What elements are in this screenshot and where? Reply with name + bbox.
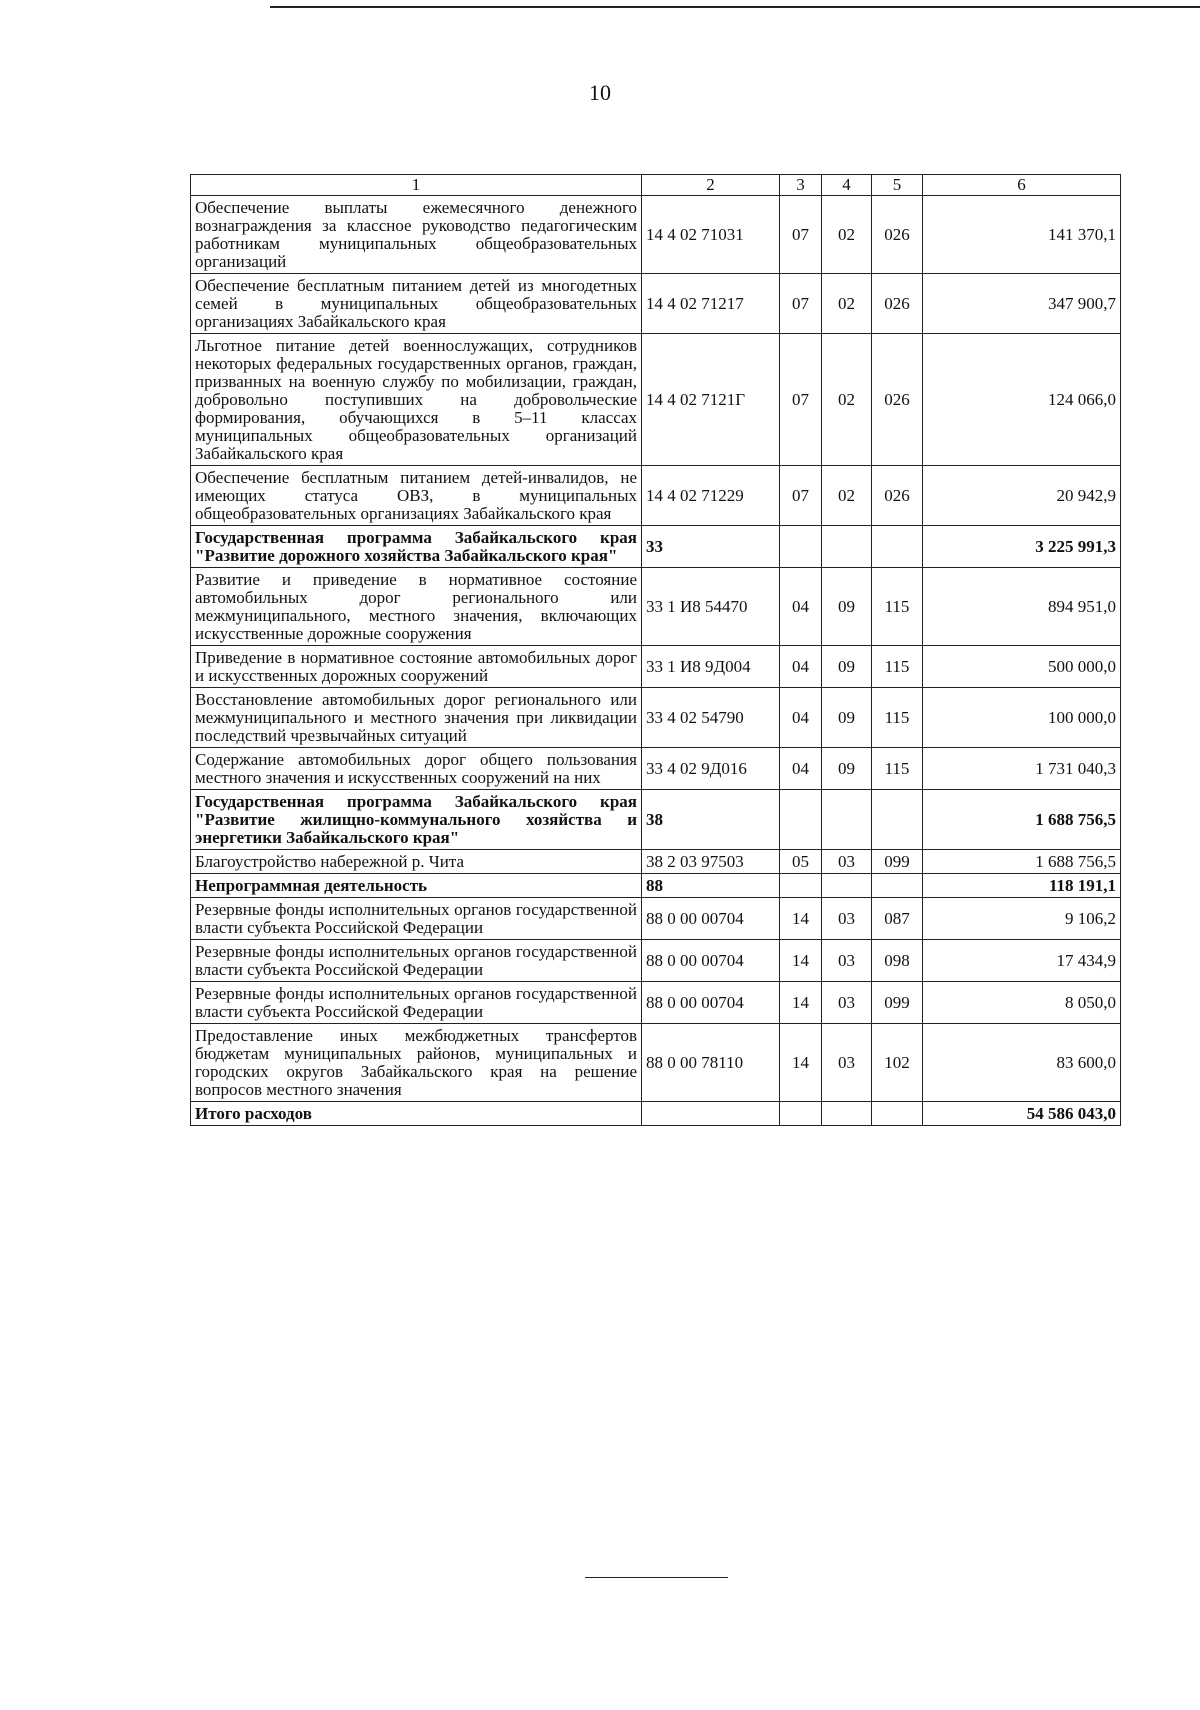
row-expense-type-cell: 099 xyxy=(872,850,923,874)
table-row xyxy=(191,790,1121,850)
row-name-cell: Непрограммная деятельность xyxy=(191,874,642,898)
row-amount-cell: 20 942,9 xyxy=(923,466,1121,526)
row-subsection-cell xyxy=(822,874,872,898)
row-code-cell: 88 0 00 00704 xyxy=(642,982,780,1024)
row-name-cell: Восстановление автомобильных дорог регионального или межмуниципального и местного значения при ликвидации последствий чрезвычайных ситуаций xyxy=(191,688,642,748)
header-cell: 4 xyxy=(822,175,872,196)
row-code-cell: 33 1 И8 54470 xyxy=(642,568,780,646)
row-subsection-cell: 09 xyxy=(822,568,872,646)
row-name-cell: Обеспечение бесплатным питанием детей из многодетных семей в муниципальных общеобразовательных организациях Забайкальского края xyxy=(191,274,642,334)
top-rule xyxy=(270,6,1200,8)
row-expense-type-cell: 115 xyxy=(872,688,923,748)
row-subsection-cell: 02 xyxy=(822,196,872,274)
row-code-cell: 88 xyxy=(642,874,780,898)
row-section-cell xyxy=(780,790,822,850)
row-name-cell: Итого расходов xyxy=(191,1102,642,1126)
row-section-cell: 14 xyxy=(780,898,822,940)
row-code-cell xyxy=(642,1102,780,1126)
table-row xyxy=(191,466,1121,526)
table-row xyxy=(191,688,1121,748)
table-row xyxy=(191,334,1121,466)
row-expense-type-cell xyxy=(872,526,923,568)
row-name-cell: Предоставление иных межбюджетных трансфертов бюджетам муниципальных районов, муниципальных и городских округов Забайкальского края на решение вопросов местного значения xyxy=(191,1024,642,1102)
row-amount-cell: 9 106,2 xyxy=(923,898,1121,940)
row-code-cell: 88 0 00 00704 xyxy=(642,898,780,940)
row-amount-cell: 83 600,0 xyxy=(923,1024,1121,1102)
row-subsection-cell: 09 xyxy=(822,748,872,790)
row-subsection-cell: 03 xyxy=(822,940,872,982)
row-amount-cell: 1 688 756,5 xyxy=(923,850,1121,874)
row-subsection-cell: 03 xyxy=(822,982,872,1024)
row-expense-type-cell: 115 xyxy=(872,646,923,688)
row-name-cell: Развитие и приведение в нормативное состояние автомобильных дорог регионального или межмуниципального, местного значения, включающих искусственные дорожные сооружения xyxy=(191,568,642,646)
row-amount-cell: 1 731 040,3 xyxy=(923,748,1121,790)
row-section-cell: 14 xyxy=(780,940,822,982)
row-expense-type-cell xyxy=(872,874,923,898)
row-amount-cell: 118 191,1 xyxy=(923,874,1121,898)
table-row xyxy=(191,850,1121,874)
table-row xyxy=(191,898,1121,940)
row-code-cell: 14 4 02 7121Г xyxy=(642,334,780,466)
row-name-cell: Государственная программа Забайкальского края "Развитие жилищно-коммунального хозяйства и энергетики Забайкальского края" xyxy=(191,790,642,850)
table-row xyxy=(191,940,1121,982)
row-code-cell: 38 2 03 97503 xyxy=(642,850,780,874)
row-subsection-cell: 03 xyxy=(822,850,872,874)
row-section-cell xyxy=(780,874,822,898)
row-amount-cell: 17 434,9 xyxy=(923,940,1121,982)
row-expense-type-cell: 098 xyxy=(872,940,923,982)
row-name-cell: Приведение в нормативное состояние автомобильных дорог и искусственных дорожных сооружений xyxy=(191,646,642,688)
table-row xyxy=(191,274,1121,334)
row-code-cell: 14 4 02 71229 xyxy=(642,466,780,526)
row-expense-type-cell: 115 xyxy=(872,748,923,790)
row-subsection-cell: 03 xyxy=(822,898,872,940)
row-amount-cell: 100 000,0 xyxy=(923,688,1121,748)
row-name-cell: Государственная программа Забайкальского края "Развитие дорожного хозяйства Забайкальского края" xyxy=(191,526,642,568)
row-code-cell: 14 4 02 71031 xyxy=(642,196,780,274)
header-cell: 2 xyxy=(642,175,780,196)
row-section-cell xyxy=(780,526,822,568)
row-amount-cell: 347 900,7 xyxy=(923,274,1121,334)
table-row xyxy=(191,1024,1121,1102)
row-code-cell: 33 1 И8 9Д004 xyxy=(642,646,780,688)
row-section-cell: 14 xyxy=(780,1024,822,1102)
row-section-cell: 14 xyxy=(780,982,822,1024)
row-expense-type-cell: 026 xyxy=(872,274,923,334)
row-section-cell: 04 xyxy=(780,748,822,790)
row-name-cell: Благоустройство набережной р. Чита xyxy=(191,850,642,874)
row-expense-type-cell: 026 xyxy=(872,196,923,274)
row-name-cell: Резервные фонды исполнительных органов государственной власти субъекта Российской Федерации xyxy=(191,982,642,1024)
row-amount-cell: 141 370,1 xyxy=(923,196,1121,274)
row-amount-cell: 500 000,0 xyxy=(923,646,1121,688)
row-amount-cell: 54 586 043,0 xyxy=(923,1102,1121,1126)
row-expense-type-cell: 099 xyxy=(872,982,923,1024)
row-amount-cell: 3 225 991,3 xyxy=(923,526,1121,568)
row-section-cell: 07 xyxy=(780,196,822,274)
row-code-cell: 88 0 00 00704 xyxy=(642,940,780,982)
row-expense-type-cell xyxy=(872,1102,923,1126)
table-row xyxy=(191,982,1121,1024)
row-section-cell: 04 xyxy=(780,568,822,646)
row-section-cell: 07 xyxy=(780,334,822,466)
row-expense-type-cell: 102 xyxy=(872,1024,923,1102)
row-code-cell: 14 4 02 71217 xyxy=(642,274,780,334)
page-number: 10 xyxy=(589,80,611,105)
row-code-cell: 88 0 00 78110 xyxy=(642,1024,780,1102)
header-row xyxy=(191,175,1121,196)
expenditure-table xyxy=(190,174,1121,1126)
table-row xyxy=(191,568,1121,646)
row-name-cell: Резервные фонды исполнительных органов государственной власти субъекта Российской Федерации xyxy=(191,898,642,940)
row-amount-cell: 124 066,0 xyxy=(923,334,1121,466)
row-subsection-cell: 02 xyxy=(822,466,872,526)
row-section-cell: 07 xyxy=(780,466,822,526)
row-subsection-cell: 09 xyxy=(822,646,872,688)
row-subsection-cell: 02 xyxy=(822,334,872,466)
table-row xyxy=(191,526,1121,568)
row-amount-cell: 1 688 756,5 xyxy=(923,790,1121,850)
table-row xyxy=(191,1102,1121,1126)
row-name-cell: Обеспечение выплаты ежемесячного денежного вознаграждения за классное руководство педагогическим работникам муниципальных общеобразовательных организаций xyxy=(191,196,642,274)
header-cell: 5 xyxy=(872,175,923,196)
row-name-cell: Обеспечение бесплатным питанием детей-инвалидов, не имеющих статуса ОВЗ, в муниципальных общеобразовательных организациях Забайкальского края xyxy=(191,466,642,526)
row-section-cell xyxy=(780,1102,822,1126)
row-code-cell: 33 4 02 9Д016 xyxy=(642,748,780,790)
header-cell: 1 xyxy=(191,175,642,196)
row-expense-type-cell: 115 xyxy=(872,568,923,646)
row-name-cell: Льготное питание детей военнослужащих, сотрудников некоторых федеральных государственных органов, граждан, призванных на военную службу по мобилизации, граждан, добровольно поступивших на добровольческие формирования, обучающихся в 5–11 классах муниципальных общеобразовательных организаций Забайкальского края xyxy=(191,334,642,466)
row-section-cell: 07 xyxy=(780,274,822,334)
table-row xyxy=(191,646,1121,688)
header-cell: 3 xyxy=(780,175,822,196)
row-expense-type-cell xyxy=(872,790,923,850)
header-cell: 6 xyxy=(923,175,1121,196)
row-subsection-cell xyxy=(822,790,872,850)
row-subsection-cell xyxy=(822,526,872,568)
row-name-cell: Резервные фонды исполнительных органов государственной власти субъекта Российской Федерации xyxy=(191,940,642,982)
row-code-cell: 33 4 02 54790 xyxy=(642,688,780,748)
row-name-cell: Содержание автомобильных дорог общего пользования местного значения и искусственных сооружений на них xyxy=(191,748,642,790)
row-subsection-cell: 03 xyxy=(822,1024,872,1102)
row-expense-type-cell: 026 xyxy=(872,466,923,526)
row-subsection-cell: 02 xyxy=(822,274,872,334)
row-section-cell: 04 xyxy=(780,688,822,748)
row-code-cell: 33 xyxy=(642,526,780,568)
table-row xyxy=(191,874,1121,898)
table-row xyxy=(191,748,1121,790)
row-section-cell: 05 xyxy=(780,850,822,874)
row-expense-type-cell: 087 xyxy=(872,898,923,940)
row-amount-cell: 894 951,0 xyxy=(923,568,1121,646)
row-subsection-cell xyxy=(822,1102,872,1126)
row-code-cell: 38 xyxy=(642,790,780,850)
row-subsection-cell: 09 xyxy=(822,688,872,748)
row-expense-type-cell: 026 xyxy=(872,334,923,466)
table-row xyxy=(191,196,1121,274)
row-amount-cell: 8 050,0 xyxy=(923,982,1121,1024)
bottom-rule xyxy=(585,1577,728,1578)
row-section-cell: 04 xyxy=(780,646,822,688)
